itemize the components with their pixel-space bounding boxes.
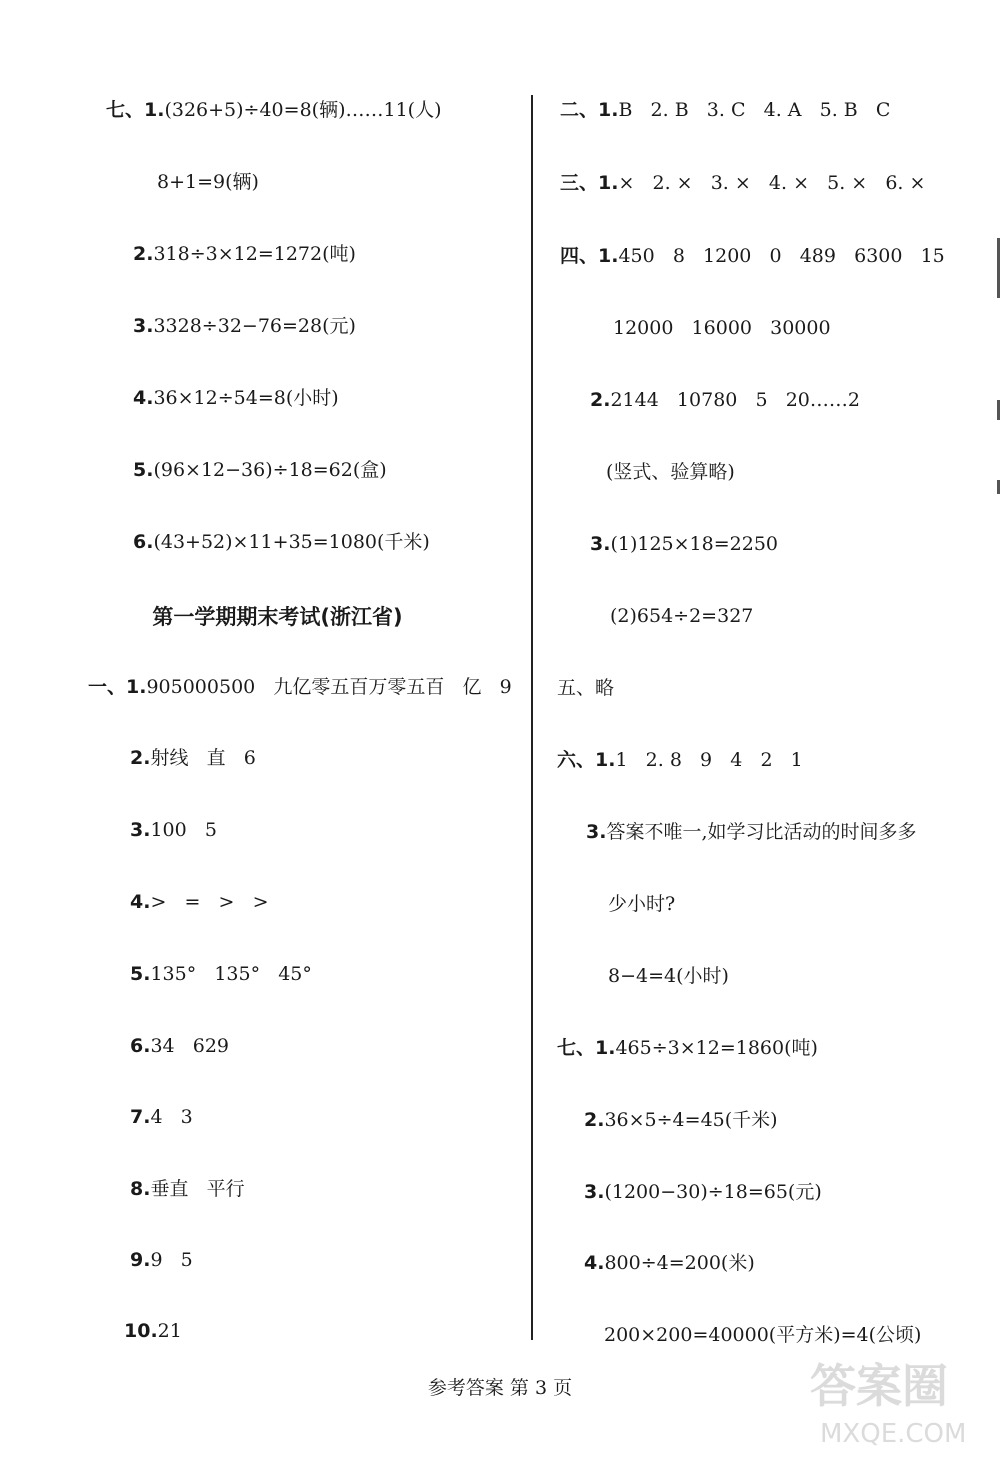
item-number: 9.	[130, 1249, 151, 1271]
item-number: 一、1.	[88, 676, 147, 698]
answer-line	[608, 963, 729, 989]
answer-text: 905000500 九亿零五百万零五百 亿 9	[146, 676, 512, 698]
answer-line	[130, 1104, 193, 1130]
answer-line	[608, 891, 675, 917]
item-number: 七、1.	[557, 1037, 616, 1059]
answer-line	[560, 97, 890, 123]
item-number: 5.	[130, 963, 151, 985]
column-divider	[531, 95, 533, 1340]
answer-text: 1 2. 8 9 4 2 1	[615, 749, 803, 771]
watermark-graphic	[802, 1344, 992, 1454]
answer-line	[560, 170, 925, 196]
answer-text: 465÷3×12=1860(吨)	[615, 1037, 818, 1059]
answer-line	[557, 747, 803, 773]
answer-text: 3328÷32−76=28(元)	[153, 315, 356, 337]
answer-line	[590, 531, 778, 557]
answer-text: 射线 直 6	[150, 747, 256, 769]
answer-text: (2)654÷2=327	[610, 605, 754, 627]
answer-text: (326+5)÷40=8(辆)……11(人)	[164, 99, 442, 121]
answer-text: 450 8 1200 0 489 6300 15	[618, 245, 945, 267]
answer-line	[133, 529, 430, 555]
answer-line	[133, 313, 356, 339]
answer-text: 36×12÷54=8(小时)	[153, 387, 339, 409]
answer-line	[586, 819, 917, 845]
answer-text: 12000 16000 30000	[613, 317, 831, 339]
answer-text: 21	[157, 1320, 182, 1342]
item-number: 5.	[133, 459, 154, 481]
item-number: 2.	[584, 1109, 605, 1131]
answer-text: 100 5	[150, 819, 217, 841]
answer-line	[133, 457, 387, 483]
answer-line	[130, 817, 217, 843]
answer-text: 800÷4=200(米)	[604, 1252, 755, 1274]
item-number: 四、1.	[560, 245, 619, 267]
item-number: 4.	[130, 891, 151, 913]
item-number: 4.	[584, 1252, 605, 1274]
answer-text: 少小时?	[608, 893, 676, 915]
item-number: 6.	[133, 531, 154, 553]
answer-line	[157, 169, 259, 195]
answer-line	[590, 387, 860, 413]
answer-text: 200×200=40000(平方米)=4(公顷)	[604, 1324, 922, 1346]
answer-line	[584, 1250, 755, 1276]
answer-text: (1200−30)÷18=65(元)	[604, 1181, 822, 1203]
answer-line	[557, 675, 614, 701]
answer-text: 36×5÷4=45(千米)	[604, 1109, 778, 1131]
item-number: 3.	[133, 315, 154, 337]
answer-line	[610, 603, 753, 629]
item-number: 10.	[124, 1320, 158, 1342]
page-footer: 参考答案 第 3 页	[427, 1377, 573, 1399]
answer-text: (96×12−36)÷18=62(盒)	[153, 459, 387, 481]
item-number: 三、1.	[560, 172, 619, 194]
answer-line	[133, 385, 339, 411]
answer-text: × 2. × 3. × 4. × 5. × 6. ×	[618, 172, 926, 194]
watermark-logo	[802, 1344, 992, 1454]
answer-text: > = > >	[150, 891, 269, 913]
answer-text: 2144 10780 5 20……2	[610, 389, 860, 411]
answer-text: 9 5	[150, 1249, 193, 1271]
answer-text: (1)125×18=2250	[610, 533, 779, 555]
answer-text: 318÷3×12=1272(吨)	[153, 243, 356, 265]
item-number: 2.	[590, 389, 611, 411]
answer-line	[557, 1035, 818, 1061]
answer-line	[88, 674, 512, 700]
answer-line	[584, 1179, 822, 1205]
item-number: 3.	[130, 819, 151, 841]
answer-text: 4 3	[150, 1106, 193, 1128]
item-number: 二、1.	[560, 99, 619, 121]
item-number: 7.	[130, 1106, 151, 1128]
answer-line	[613, 315, 831, 341]
answer-text: 答案不唯一,如学习比活动的时间多多	[606, 821, 917, 843]
answer-line	[130, 961, 312, 987]
item-number: 2.	[133, 243, 154, 265]
answer-line	[130, 1033, 229, 1059]
item-number: 七、1.	[106, 99, 165, 121]
answer-line	[130, 1176, 245, 1202]
answer-text: B 2. B 3. C 4. A 5. B C	[618, 99, 891, 121]
item-number: 8.	[130, 1178, 151, 1200]
item-number: 4.	[133, 387, 154, 409]
item-number: 6.	[130, 1035, 151, 1057]
answer-text: (竖式、验算略)	[606, 461, 735, 483]
item-number: 3.	[590, 533, 611, 555]
answer-text: 垂直 平行	[150, 1178, 245, 1200]
watermark-url: MXQE.COM	[820, 1419, 967, 1449]
answer-text: 8−4=4(小时)	[608, 965, 729, 987]
answer-line	[606, 459, 735, 485]
answer-line	[130, 889, 269, 915]
answer-text: 五、略	[557, 677, 615, 699]
answer-line	[106, 97, 441, 123]
item-number: 六、1.	[557, 749, 616, 771]
answer-text: (43+52)×11+35=1080(千米)	[153, 531, 430, 553]
item-number: 3.	[586, 821, 607, 843]
answer-line	[124, 1318, 182, 1344]
answer-line	[133, 241, 356, 267]
section-title: 第一学期期末考试(浙江省)	[152, 605, 403, 629]
answer-text: 8+1=9(辆)	[157, 171, 259, 193]
item-number: 3.	[584, 1181, 605, 1203]
answer-line	[584, 1107, 778, 1133]
item-number: 2.	[130, 747, 151, 769]
answer-text: 135° 135° 45°	[150, 963, 312, 985]
answer-text: 34 629	[150, 1035, 230, 1057]
answer-line	[130, 1247, 193, 1273]
watermark-chars: 答案圈	[810, 1359, 948, 1413]
answer-line	[130, 745, 256, 771]
answer-line	[560, 243, 945, 269]
